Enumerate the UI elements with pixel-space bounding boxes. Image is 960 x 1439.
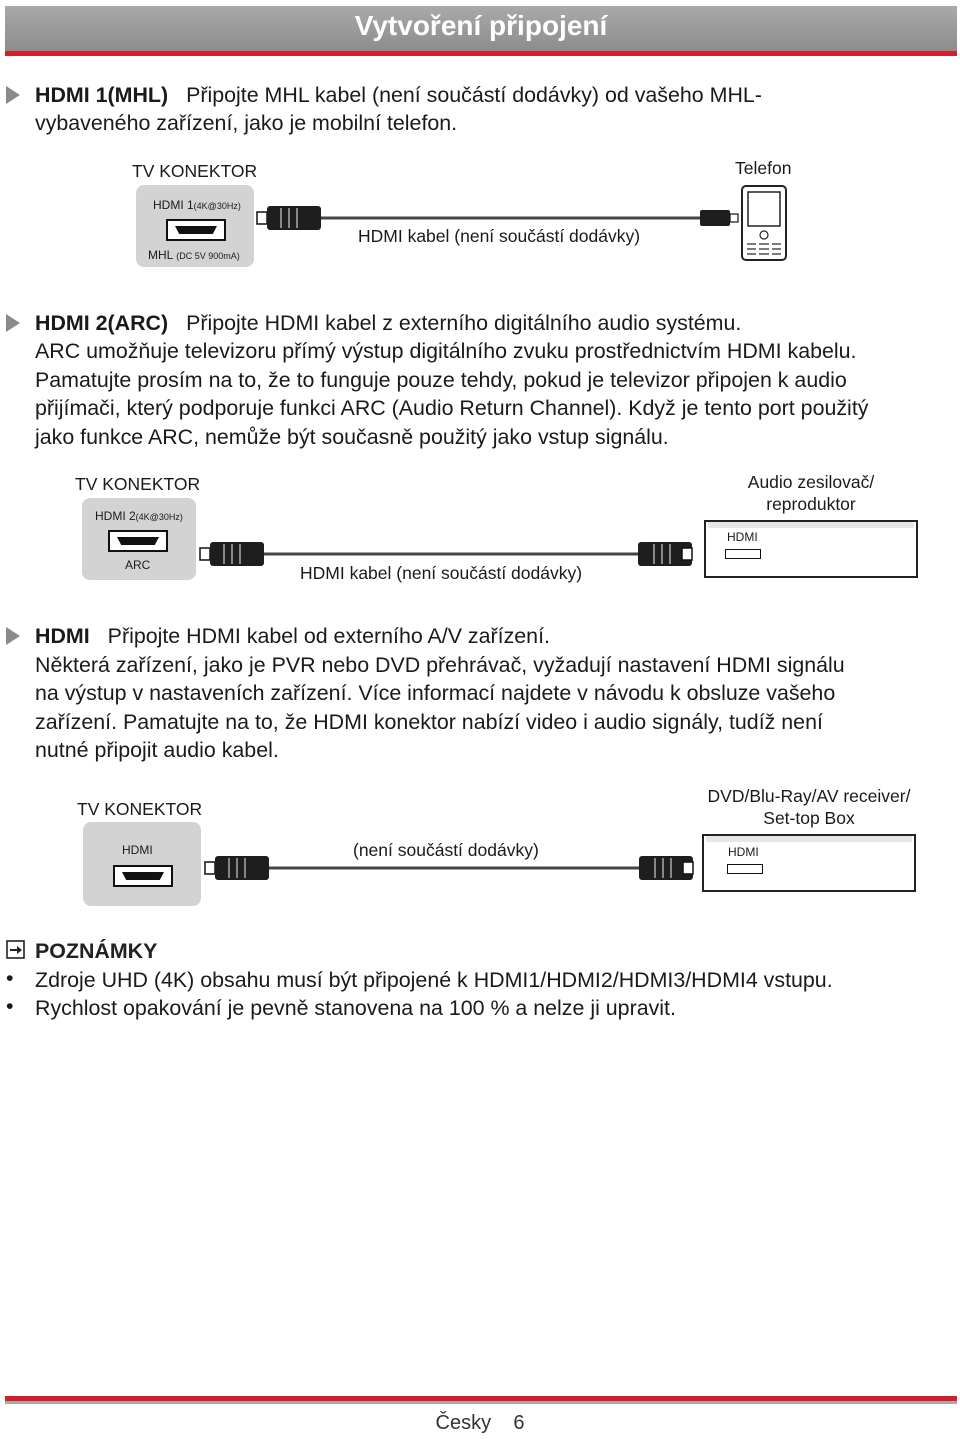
section3-line1: HDMI Připojte HDMI kabel od externího A/V zařízení. [35,624,550,648]
tv-connector-label: TV KONEKTOR [75,474,201,494]
footer-bar [5,1401,957,1404]
device-port-label: HDMI [727,530,758,544]
hdmi-port-icon [727,864,763,874]
section3-lead: HDMI [35,624,90,648]
tv-connector-label: TV KONEKTOR [77,799,203,819]
device-label-line2: Set-top Box [763,808,855,828]
section2-line4: přijímači, který podporuje funkci ARC (Audio Return Channel). Když je tento port použitý [35,396,869,420]
hdmi-port-icon [113,865,173,887]
cable-label: HDMI kabel (není součástí dodávky) [358,226,641,246]
note-item: Zdroje UHD (4K) obsahu musí být připojené k HDMI1/HDMI2/HDMI3/HDMI4 vstupu. [35,968,833,992]
device-label: Telefon [735,158,792,178]
section2-line2: ARC umožňuje televizoru přímý výstup digitálního zvuku prostřednictvím HDMI kabelu. [35,339,857,363]
page-title: Vytvoření připojení [354,10,608,41]
phone-icon [740,184,790,264]
note-item: Rychlost opakování je pevně stanovena na 100 % a nelze ji upravit. [35,996,676,1020]
hdmi-plug-icon [210,542,264,566]
footer-language: Česky [435,1412,492,1434]
hdmi-port-icon [166,219,226,241]
hdmi-plug-icon [215,856,269,880]
section-arrow-icon [6,314,20,332]
hdmi-plug-icon [267,206,321,230]
section2-line5: jako funkce ARC, nemůže být současně použitý jako vstup signálu. [35,425,669,449]
tv-port-panel [83,822,201,906]
notes-title: POZNÁMKY [35,939,158,963]
av-device-box [702,834,916,892]
page-number: 6 [513,1412,525,1434]
micro-usb-plug-icon [700,210,730,226]
section3-line4: zařízení. Pamatujte na to, že HDMI konektor nabízí video i audio signály, tudíž není [35,710,823,734]
device-label-line2: reproduktor [766,494,856,514]
section-arrow-icon [6,627,20,645]
tv-connector-label: TV KONEKTOR [132,161,258,181]
device-label-line1: DVD/Blu-Ray/AV receiver/ [707,786,911,806]
bullet-icon: • [6,966,14,990]
section1-line1: HDMI 1(MHL) Připojte MHL kabel (není součástí dodávky) od vašeho MHL- [35,83,762,107]
bullet-icon: • [6,994,14,1018]
device-label-line1: Audio zesilovač/ [747,472,875,492]
section2-lead: HDMI 2(ARC) [35,311,169,335]
device-port-label: HDMI [728,845,759,859]
section1-line2: vybaveného zařízení, jako je mobilní telefon. [35,111,458,135]
header-accent [5,51,957,56]
cable-label: (není součástí dodávky) [353,840,539,860]
section3-line3: na výstup v nastaveních zařízení. Více informací najdete v návodu k obsluze vašeho [35,681,836,705]
hdmi-plug-tip-icon [200,548,210,560]
port-label: HDMI [122,843,153,857]
section2-line3: Pamatujte prosím na to, že to funguje pouze tehdy, pokud je televizor připojen k audio [35,368,847,392]
arc-label: ARC [125,558,151,572]
hdmi-plug-tip-icon [205,862,215,874]
hdmi-plug-tip-icon [257,212,267,224]
port-label: HDMI 1(4K@30Hz) [153,198,241,212]
hdmi-port-icon [108,530,168,552]
section3-line5: nutné připojit audio kabel. [35,738,279,762]
mhl-label: MHL (DC 5V 900mA) [148,248,240,262]
note-icon [6,940,26,960]
page-footer [0,1412,960,1435]
section3-line2: Některá zařízení, jako je PVR nebo DVD přehrávač, vyžadují nastavení HDMI signálu [35,653,845,677]
section2-line1: HDMI 2(ARC) Připojte HDMI kabel z externího digitálního audio systému. [35,311,742,335]
hdmi-port-icon [725,549,761,559]
cable-label: HDMI kabel (není součástí dodávky) [300,563,583,583]
section1-lead: HDMI 1(MHL) [35,83,169,107]
section-arrow-icon [6,86,20,104]
port-label: HDMI 2(4K@30Hz) [95,509,183,523]
